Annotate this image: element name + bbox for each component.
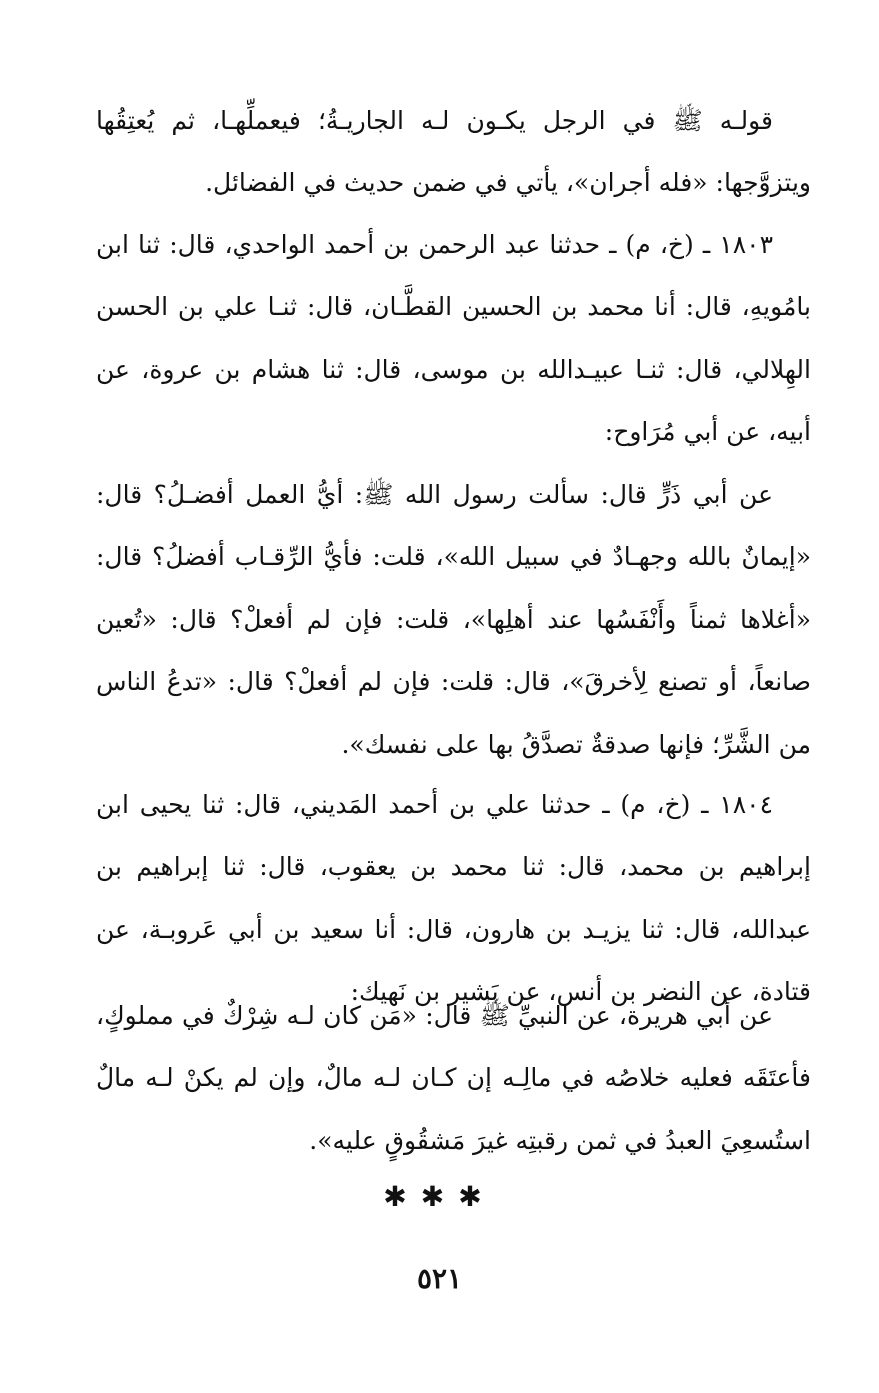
paragraph-matn-1803 [96, 464, 811, 776]
paragraph-text: ١٨٠٣ ـ (خ، م) ـ حدثنا عبد الرحمن بن أحمد الواحدي، قال: ثنا ابن بامُويهِ، قال: أنا محمد بن الحسين القطَّـان، قال: ثنـا علي بن الحسن الهِلالي، قال: ثنـا عبيـدالله بن موسى، قال: ثنا هشام بن عروة، عن أبيه، عن أبي مُرَاوح: [96, 230, 812, 447]
page-number: ٥٢١ [416, 1262, 463, 1295]
paragraph-matn-1804 [96, 985, 811, 1172]
paragraph-text: عن أبي ذَرٍّ قال: سألت رسول الله ﷺ: أيُّ العمل أفضـلُ؟ قال: «إيمانٌ بالله وجهـادٌ في سبيل الله»، قلت: فأيُّ الرِّقـاب أفضلُ؟ قال: «أغلاها ثمناً وأَنْفَسُها عند أهلِها»، قلت: فإن لم أفعلْ؟ قال: «تُعين صانعاً، أو تصنع لِأخرقَ»، قال: قلت: فإن لم أفعلْ؟ قال: «تدعُ الناس من الشَّرِّ؛ فإنها صدقةٌ تصدَّقُ بها على نفسك». [96, 480, 811, 759]
paragraph-text: عن أبي هريرة، عن النبيِّ ﷺ قال: «مَن كان لـه شِرْكٌ في مملوكٍ، فأعتَقَه فعليه خلاصُه في مالِـه إن كـان لـه مالٌ، وإن لم يكنْ لـه مالٌ استُسعِيَ العبدُ في ثمن رقبتِه غيرَ مَشقُوقٍ عليه». [96, 1001, 811, 1155]
section-separator: ✱✱✱ [383, 1180, 496, 1213]
paragraph-text: ١٨٠٤ ـ (خ، م) ـ حدثنا علي بن أحمد المَديني، قال: ثنا يحيى ابن إبراهيم بن محمد، قال: ثنا محمد بن يعقوب، قال: ثنا إبراهيم بن عبدالله، قال: ثنا يزيـد بن هارون، قال: أنا سعيد بن أبي عَروبـة، عن قتادة، عن النضر بن أنس، عن بَشير بن نَهيك: [96, 790, 811, 1007]
paragraph-text: قولـه ﷺ في الرجل يكـون لـه الجاريـةُ؛ فيعملِّهـا، ثم يُعتِقُها ويتزوَّجها: «فله أجران»، يأتي في ضمن حديث في الفضائل. [96, 106, 811, 198]
paragraph-hadith-note [96, 90, 811, 215]
paragraph-isnad-1803 [96, 214, 811, 464]
